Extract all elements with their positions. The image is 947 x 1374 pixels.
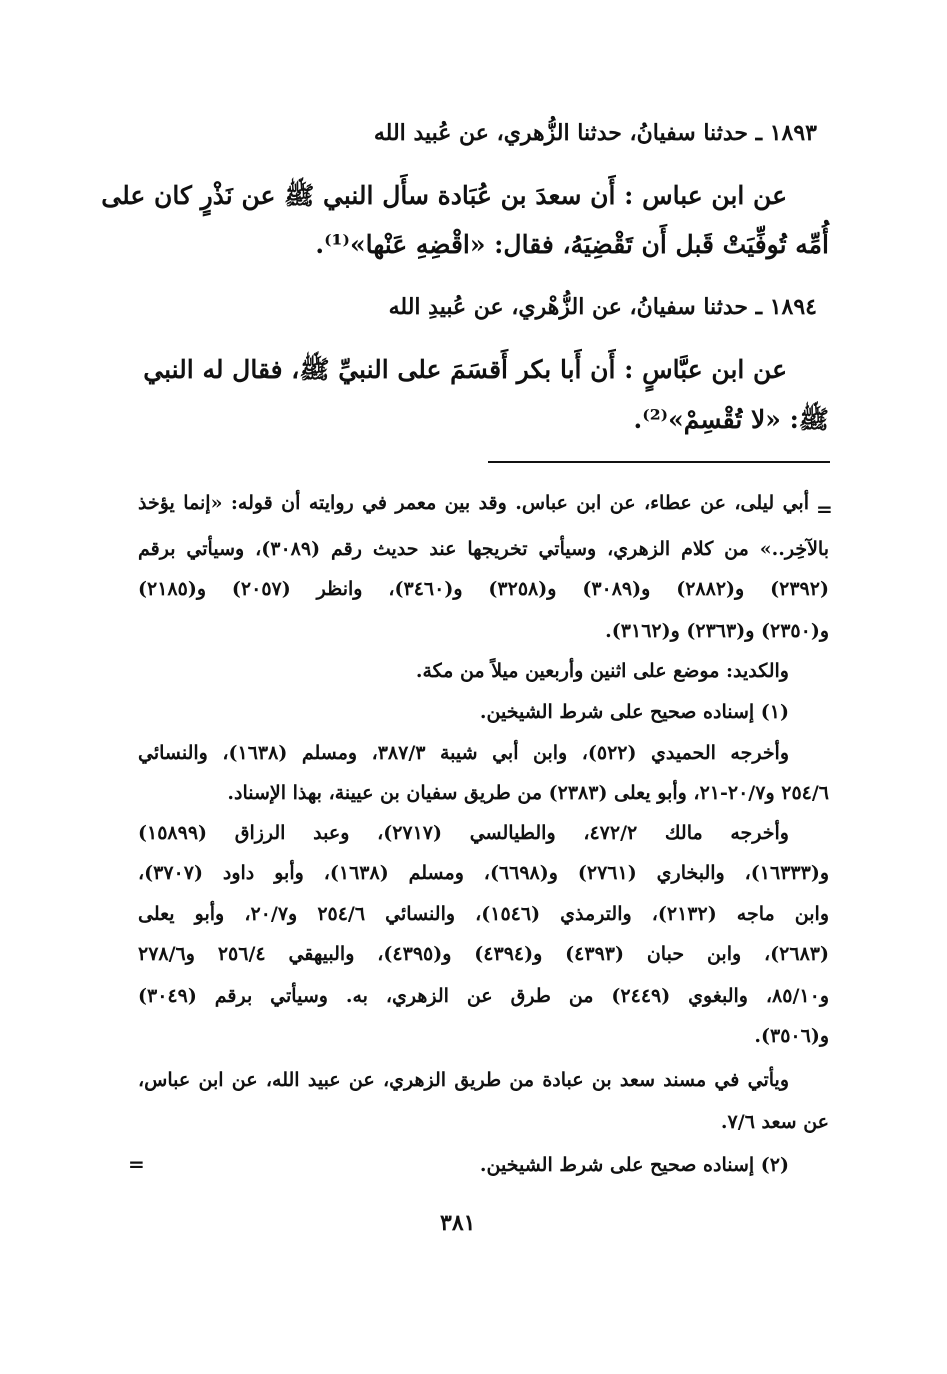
hadith-1893-text-line: عن ابن عباس : أَن سعدَ بن عُبَادة سأَل النبي ﷺ عن نَذْرٍ كان على	[101, 181, 787, 210]
footnote-line: أبي ليلى، عن عطاء، عن ابن عباس. وقد بين معمر في روايته أن قوله: «إنما يؤخذ	[138, 492, 809, 514]
hadith-1894-text-line: ﷺ: «لا تُقْسِمْ»⁽²⁾.	[633, 405, 829, 434]
hadith-1893-text-line: أُمِّه تُوفِّيَتْ قَبل أَن تَقْضِيَهُ، فقال: «اقْضِهِ عَنْها»⁽¹⁾.	[315, 230, 829, 259]
page-number: ٣٨١	[440, 1210, 476, 1236]
footnote-line: (١) إسناده صحيح على شرط الشيخين.	[479, 701, 789, 723]
footnote-separator	[488, 461, 830, 463]
footnote-line: و(٢٣٥٠) و(٢٣٦٣) و(٣١٦٢).	[605, 620, 829, 642]
hadith-1894-text-line: عن ابن عبَّاسٍ : أَن أَبا بكر أَقسَمَ على النبيِّ ﷺ، فقال له النبي	[143, 355, 787, 384]
footnote-line: والكديد: موضع على اثنين وأربعين ميلاً من مكة.	[415, 660, 789, 682]
footnote-line: وأخرجه مالك ٤٧٢/٢، والطيالسي (٢٧١٧)، وعبد الرزاق (١٥٨٩٩)	[138, 822, 789, 844]
footnote-line: ٢٥٤/٦ و٢٠/٧-٢١، وأبو يعلى (٢٣٨٣) من طريق سفيان بن عيينة، بهذا الإسناد.	[227, 782, 829, 804]
footnote-line: و٨٥/١٠، والبغوي (٢٤٤٩) من طرق عن الزهري، به. وسيأتي برقم (٣٠٤٩)	[138, 985, 829, 1007]
footnote-line: و(١٦٣٣٣)، والبخاري (٢٧٦١) و(٦٦٩٨)، ومسلم (١٦٣٨)، وأبو داود (٣٧٠٧)،	[138, 862, 829, 884]
footnote-line: ويأتي في مسند سعد بن عبادة من طريق الزهري، عن عبيد الله، عن ابن عباس،	[138, 1069, 789, 1091]
footnote-line: و(٣٥٠٦).	[754, 1025, 829, 1047]
footnote-line: (٢٣٩٢) و(٢٨٨٢) و(٣٠٨٩) و(٣٢٥٨) و(٣٤٦٠)، وانظر (٢٠٥٧) و(٢١٨٥)	[138, 578, 829, 600]
footnote-line: بالآخِر..» من كلام الزهري، وسيأتي تخريجها عند حديث رقم (٣٠٨٩)، وسيأتي برقم	[138, 538, 830, 560]
footnote-line: وابن ماجه (٢١٣٢)، والترمذي (١٥٤٦)، والنسائي ٢٥٤/٦ و٢٠/٧، وأبو يعلى	[138, 903, 829, 925]
footnote-line: (٢٦٨٣)، وابن حبان (٤٣٩٣) و(٤٣٩٤) و(٤٣٩٥)، والبيهقي ٢٥٦/٤ و٢٧٨/٦	[138, 943, 829, 965]
footnote-line: عن سعد ٧/٦.	[720, 1111, 829, 1133]
footnote-continuation-mark: =	[816, 497, 833, 521]
hadith-1893-heading: ١٨٩٣ ـ حدثنا سفيانُ، حدثنا الزُّهري، عن عُبيد الله	[373, 120, 817, 146]
footnote-line: وأخرجه الحميدي (٥٢٢)، وابن أبي شيبة ٣٨٧/٣، ومسلم (١٦٣٨)، والنسائي	[138, 742, 790, 764]
footnote-line: (٢) إسناده صحيح على شرط الشيخين.	[479, 1154, 789, 1176]
hadith-1894-heading: ١٨٩٤ ـ حدثنا سفيانُ، عن الزُّهْري، عن عُبيدِ الله	[388, 294, 817, 320]
footnote-continuation-mark: =	[128, 1152, 145, 1176]
